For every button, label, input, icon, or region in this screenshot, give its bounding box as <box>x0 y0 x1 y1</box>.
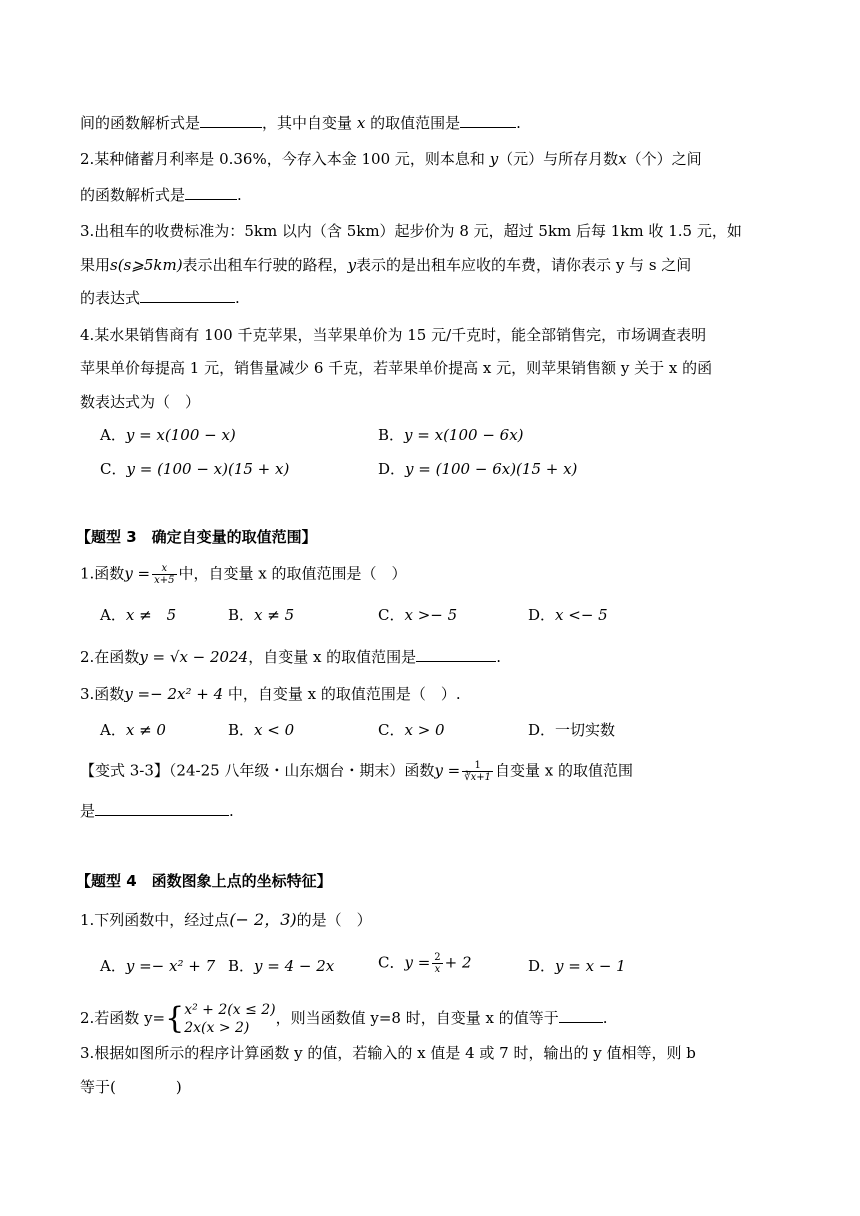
option-label: B． <box>228 721 255 739</box>
section-3-title: 【题型 3 确定自变量的取值范围】 <box>76 528 317 546</box>
option-label: C． <box>378 721 405 739</box>
numerator: 1 <box>462 760 493 772</box>
s3-question-1 <box>80 563 407 586</box>
answer-blank[interactable] <box>460 113 516 128</box>
option-math: y = x(100 − x) <box>125 426 236 444</box>
option-b[interactable] <box>378 425 524 445</box>
math-expr: y = <box>124 564 151 583</box>
text: 1.函数 <box>80 564 125 583</box>
math-var: y <box>489 150 499 168</box>
option-c[interactable] <box>100 459 289 479</box>
text: 的取值范围是 <box>370 114 461 132</box>
s4-question-3-line1 <box>80 1043 696 1063</box>
text: 的是（ ） <box>296 911 372 929</box>
numerator: 2 <box>434 952 441 963</box>
text: 【变式 3-3】（24-25 八年级・山东烟台・期末）函数 <box>80 761 435 780</box>
variant-3-3-line2 <box>80 801 234 821</box>
left-brace: { <box>165 1001 185 1036</box>
question-2-line1 <box>80 149 702 169</box>
s4q1-option-a[interactable] <box>100 956 215 976</box>
option-label: C． <box>378 953 405 972</box>
s4q1-option-c[interactable] <box>378 952 472 975</box>
option-label: D． <box>528 957 556 975</box>
text: ，则当函数值 y=8 时，自变量 x 的值等于 <box>275 1009 559 1027</box>
option-math: + 2 <box>444 953 472 972</box>
option-label: C． <box>378 606 405 624</box>
option-math: x ≠ 5 <box>125 606 177 624</box>
text: 3.出租车的收费标准为：5km 以内（含 5km）起步价为 8 元，超过 5km 后每 1km 收 1.5 元，如 <box>80 222 742 240</box>
text: 表示的是出租车应收的车费，请你表示 y 与 s 之间 <box>356 256 692 274</box>
text: 1.下列函数中，经过点 <box>80 911 230 929</box>
text: . <box>516 114 521 132</box>
question-4-line3 <box>80 392 200 412</box>
fraction <box>462 760 493 783</box>
question-3-line3 <box>80 288 240 308</box>
text: 表示出租车行驶的路程， <box>182 256 348 274</box>
option-label: A． <box>100 426 126 444</box>
s3q1-option-d[interactable] <box>528 605 608 625</box>
text: . <box>496 648 501 666</box>
answer-blank[interactable] <box>559 1008 603 1023</box>
question-3-line2 <box>80 255 691 275</box>
s4q1-option-d[interactable] <box>528 956 626 976</box>
math-expr: y = √x − 2024 <box>139 648 249 666</box>
text: 的表达式 <box>80 289 141 307</box>
option-math: x < 0 <box>254 721 295 739</box>
text: ，自变量 x 的取值范围是 <box>248 648 417 666</box>
option-label: D． <box>378 460 406 478</box>
text: . <box>237 186 242 204</box>
piecewise-cases <box>184 1001 275 1037</box>
answer-blank[interactable] <box>185 185 237 200</box>
s3q1-option-b[interactable] <box>228 605 294 625</box>
text: 果用 <box>80 256 111 274</box>
option-d[interactable] <box>378 459 577 479</box>
text: 2.在函数 <box>80 648 140 666</box>
option-math: x >− 5 <box>404 606 458 624</box>
s3q3-option-d[interactable] <box>528 720 615 740</box>
text: （元）与所存月数 <box>498 150 619 168</box>
s4-question-3-line2 <box>80 1077 182 1097</box>
q1-continuation <box>80 113 521 133</box>
option-label: B． <box>378 426 405 444</box>
option-label: A． <box>100 721 126 739</box>
option-label: C． <box>100 460 127 478</box>
math-expr: s(s⩾5km) <box>110 256 183 274</box>
answer-blank[interactable] <box>200 113 262 128</box>
answer-blank[interactable] <box>95 801 229 816</box>
text: 4.某水果销售商有 100 千克苹果，当苹果单价为 15 元/千克时，能全部销售完，市场调查表明 <box>80 326 707 344</box>
section-4-title: 【题型 4 函数图象上点的坐标特征】 <box>76 872 332 890</box>
math-var: y <box>347 256 357 274</box>
text: 的函数解析式是 <box>80 186 186 204</box>
text: 等于( ) <box>80 1078 182 1096</box>
math-expr: y =− 2x² + 4 <box>124 685 224 703</box>
fraction <box>432 952 442 975</box>
text: . <box>229 802 234 820</box>
option-math: y = (100 − 6x)(15 + x) <box>405 460 578 478</box>
option-label: B． <box>228 606 255 624</box>
option-a[interactable] <box>100 425 236 445</box>
option-math: x ≠ 5 <box>254 606 295 624</box>
text: 数表达式为（ ） <box>80 393 201 411</box>
s3q1-option-c[interactable] <box>378 605 457 625</box>
text: 中，自变量 x 的取值范围是（ ）. <box>227 685 461 703</box>
question-2-line2 <box>80 185 242 205</box>
question-4-line1 <box>80 325 706 345</box>
text: 3.函数 <box>80 685 125 703</box>
s3-question-3 <box>80 684 461 704</box>
option-label: A． <box>100 606 126 624</box>
text: 间的函数解析式是 <box>80 114 201 132</box>
option-math: y = <box>404 953 431 972</box>
denominator: ∛x+1 <box>464 772 492 783</box>
text: 2.若函数 y= <box>80 1009 166 1027</box>
option-math: x ≠ 0 <box>125 721 166 739</box>
answer-blank[interactable] <box>140 288 235 303</box>
option-math: y = (100 − x)(15 + x) <box>126 460 290 478</box>
math-var: x <box>618 150 627 168</box>
option-math: x > 0 <box>404 721 445 739</box>
option-label: D． <box>528 606 556 624</box>
text: 2.某种储蓄月利率是 0.36%，今存入本金 100 元，则本息和 <box>80 150 485 168</box>
case-2: 2x(x > 2) <box>184 1020 250 1036</box>
denominator: x <box>434 964 441 975</box>
text: . <box>602 1009 608 1027</box>
option-math: x <− 5 <box>555 606 608 624</box>
s4q1-option-b[interactable] <box>228 956 334 976</box>
option-label: B． <box>228 957 255 975</box>
option-math: y = x − 1 <box>555 957 626 975</box>
option-math: y =− x² + 7 <box>125 957 216 975</box>
question-4-line2 <box>80 358 712 378</box>
math-var: x <box>356 114 366 132</box>
text: （个）之间 <box>626 150 702 168</box>
variant-3-3 <box>80 760 633 783</box>
text: 苹果单价每提高 1 元，销售量减少 6 千克，若苹果单价提高 x 元，则苹果销售额 y 关于 x 的函 <box>80 359 713 377</box>
denominator: x+5 <box>154 575 175 586</box>
option-math: y = 4 − 2x <box>254 957 335 975</box>
text: 中，自变量 x 的取值范围是（ ） <box>178 564 407 583</box>
s3-question-2 <box>80 647 501 667</box>
text: . <box>235 289 240 307</box>
question-3-line1 <box>80 221 742 241</box>
text: 是 <box>80 802 96 820</box>
case-1: x² + 2(x ≤ 2) <box>184 1002 276 1018</box>
text: 自变量 x 的取值范围 <box>495 761 634 780</box>
text: ，其中自变量 <box>262 114 353 132</box>
point-coordinates: (− 2，3) <box>229 910 297 929</box>
s3q3-option-c[interactable] <box>378 720 445 740</box>
math-expr: y = <box>434 761 461 780</box>
option-label: A． <box>100 957 126 975</box>
option-label: D．一切实数 <box>528 721 616 739</box>
s3q3-option-b[interactable] <box>228 720 294 740</box>
s3q3-option-a[interactable] <box>100 720 166 740</box>
fraction <box>152 563 176 586</box>
answer-blank[interactable] <box>416 647 496 662</box>
s3q1-option-a[interactable] <box>100 605 176 625</box>
s4-question-2 <box>80 1001 608 1037</box>
numerator: x <box>152 563 176 575</box>
text: 3.根据如图所示的程序计算函数 y 的值，若输入的 x 值是 4 或 7 时，输出的 y 值相等，则 b <box>80 1044 696 1062</box>
option-math: y = x(100 − 6x) <box>404 426 524 444</box>
s4-question-1 <box>80 910 372 930</box>
